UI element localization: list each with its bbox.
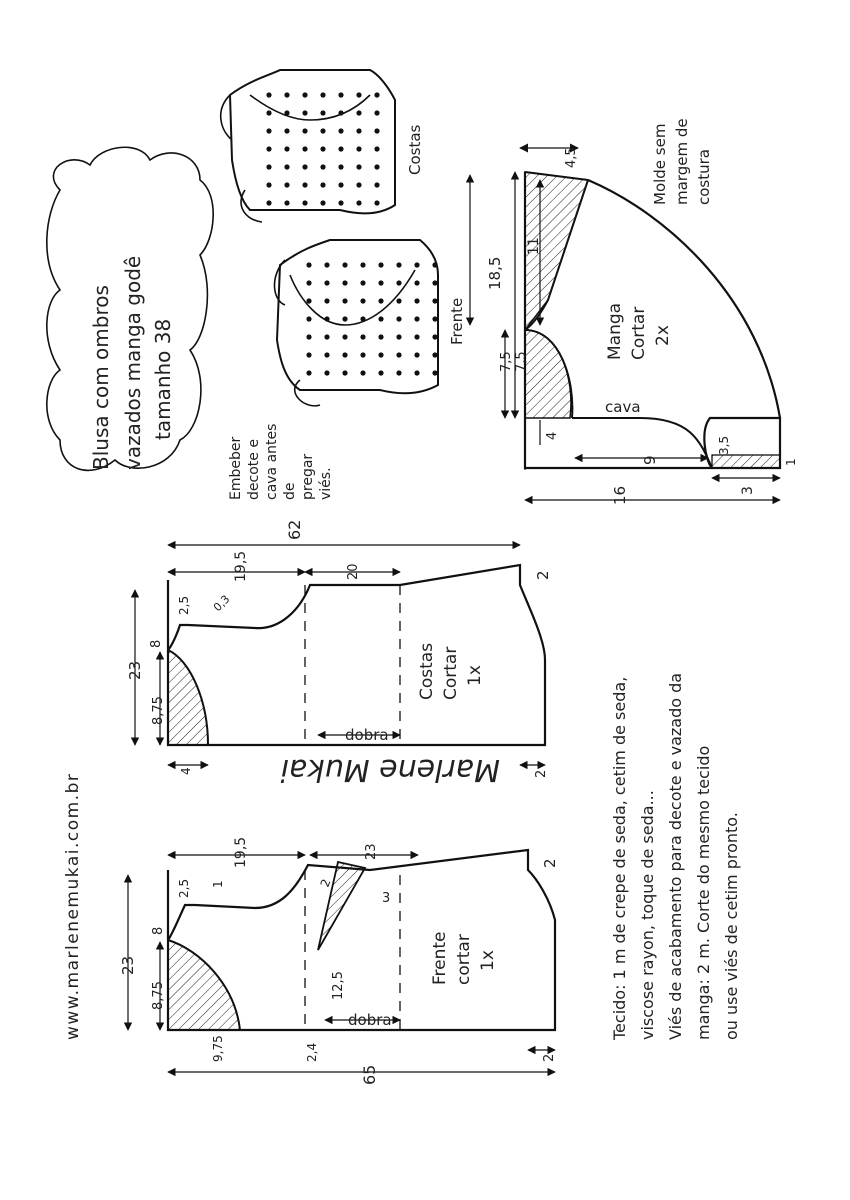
- back-dobra: dobra: [345, 726, 389, 744]
- front-pattern: [119, 837, 559, 1085]
- polka-dot: [356, 146, 361, 151]
- polka-dot: [396, 370, 401, 375]
- note-line-2: decote e: [246, 439, 262, 500]
- polka-dot: [284, 200, 289, 205]
- polka-dot: [302, 146, 307, 151]
- polka-dot: [356, 164, 361, 169]
- polka-dot: [378, 334, 383, 339]
- polka-dot: [414, 262, 419, 267]
- polka-dot: [342, 280, 347, 285]
- back-dim-2b: 2: [534, 769, 549, 778]
- sleeve-dim-top: 4,5: [564, 147, 579, 168]
- mold-note-2: margem de: [673, 118, 691, 205]
- back-sketch: [221, 70, 424, 222]
- sleeve-dim-185: 18,5: [486, 256, 504, 290]
- polka-dot: [302, 164, 307, 169]
- polka-dot: [432, 316, 437, 321]
- fabric-line-4: manga: 2 m. Corte do mesmo tecido: [694, 745, 713, 1040]
- note-line-5: pregar: [300, 453, 316, 500]
- polka-dot: [338, 182, 343, 187]
- polka-dot: [284, 128, 289, 133]
- polka-dot: [432, 262, 437, 267]
- sleeve-dim-3: 3: [740, 486, 756, 495]
- polka-dot: [342, 352, 347, 357]
- polka-dot: [338, 164, 343, 169]
- polka-dot: [320, 146, 325, 151]
- polka-dot: [378, 370, 383, 375]
- polka-dot: [284, 92, 289, 97]
- sleeve-dim-35: 3,5: [717, 435, 731, 455]
- front-dim-2a: 2: [541, 858, 559, 868]
- front-dim-2b: 2: [542, 1053, 557, 1062]
- polka-dot: [396, 334, 401, 339]
- polka-dot: [266, 110, 271, 115]
- title-line-2: vazados manga godê: [121, 255, 145, 470]
- back-dim-25: 2,5: [177, 595, 191, 615]
- polka-dot: [374, 128, 379, 133]
- front-dim-975: 9,75: [211, 1035, 225, 1062]
- polka-dot: [302, 92, 307, 97]
- front-dobra: dobra: [348, 1011, 392, 1029]
- polka-dot: [342, 298, 347, 303]
- front-dim-2c: 2: [317, 877, 334, 890]
- polka-dot: [338, 128, 343, 133]
- polka-dot: [374, 200, 379, 205]
- polka-dot: [378, 262, 383, 267]
- polka-dot: [306, 370, 311, 375]
- back-dim-195: 19,5: [233, 550, 249, 582]
- sleeve-pattern: [470, 118, 798, 505]
- back-label-3: 1x: [465, 665, 485, 686]
- polka-dot: [320, 128, 325, 133]
- polka-dot: [284, 110, 289, 115]
- front-dim-195: 19,5: [233, 836, 249, 868]
- polka-dot: [320, 200, 325, 205]
- polka-dot: [338, 200, 343, 205]
- signature: [280, 752, 500, 787]
- polka-dot: [266, 128, 271, 133]
- polka-dot: [324, 370, 329, 375]
- sleeve-label-3: 2x: [653, 325, 673, 346]
- note-line-3: cava antes: [264, 423, 280, 500]
- back-sketch-label: Costas: [406, 124, 424, 175]
- sleeve-dim-1: 1: [784, 458, 798, 466]
- sleeve-label-2: Cortar: [629, 306, 649, 360]
- title-line-1: Blusa com ombros: [89, 285, 113, 470]
- sleeve-dim-11: 11: [526, 237, 542, 255]
- polka-dot: [396, 352, 401, 357]
- front-dim-875: 8,75: [151, 981, 166, 1010]
- front-sketch-label: Frente: [448, 297, 466, 345]
- front-dim-24: 2,4: [305, 1042, 319, 1062]
- back-dim-4: 4: [179, 767, 193, 775]
- polka-dot: [360, 352, 365, 357]
- polka-dot: [396, 298, 401, 303]
- polka-dot: [360, 316, 365, 321]
- fabric-note: [610, 673, 741, 1041]
- polka-dot: [356, 200, 361, 205]
- website: [63, 773, 83, 1040]
- polka-dot: [306, 298, 311, 303]
- polka-dot: [324, 298, 329, 303]
- back-dim-2a: 2: [534, 570, 552, 580]
- polka-dot: [338, 110, 343, 115]
- back-dim-23: 23: [126, 660, 144, 680]
- polka-dot: [378, 298, 383, 303]
- front-dim-125: 12,5: [331, 971, 346, 1000]
- polka-dot: [306, 352, 311, 357]
- polka-dot: [378, 280, 383, 285]
- polka-dot: [356, 128, 361, 133]
- note-line-1: Embeber: [228, 436, 244, 500]
- polka-dot: [302, 110, 307, 115]
- mold-note-3: costura: [695, 149, 713, 205]
- polka-dot: [306, 262, 311, 267]
- polka-dot: [360, 298, 365, 303]
- polka-dot: [306, 316, 311, 321]
- polka-dot: [432, 298, 437, 303]
- polka-dot: [266, 182, 271, 187]
- polka-dot: [338, 92, 343, 97]
- polka-dot: [320, 182, 325, 187]
- sleeve-cava-label: cava: [605, 398, 641, 416]
- sleeve-label-1: Manga: [605, 302, 625, 360]
- polka-dot: [284, 164, 289, 169]
- front-dim-23b: 23: [364, 843, 379, 860]
- sleeve-dim-9: 9: [641, 455, 659, 465]
- polka-dot: [432, 352, 437, 357]
- polka-dot: [414, 298, 419, 303]
- polka-dot: [414, 316, 419, 321]
- polka-dot: [324, 334, 329, 339]
- back-label-1: Costas: [417, 642, 437, 700]
- polka-dot: [414, 352, 419, 357]
- polka-dot: [360, 334, 365, 339]
- polka-dot: [306, 334, 311, 339]
- polka-dot: [284, 182, 289, 187]
- polka-dot: [374, 164, 379, 169]
- polka-dot: [284, 146, 289, 151]
- front-dim-8: 8: [151, 926, 166, 935]
- back-dim-03: 0,3: [210, 592, 233, 615]
- front-label-1: Frente: [430, 931, 450, 985]
- polka-dot: [324, 262, 329, 267]
- polka-dot: [432, 280, 437, 285]
- polka-dot: [302, 182, 307, 187]
- front-dim-3: 3: [382, 891, 391, 906]
- sleeve-dim-16: 16: [611, 485, 629, 505]
- sleeve-dim-75a: 7,5: [499, 351, 514, 372]
- fabric-line-3: Viés de acabamento para decote e vazado da: [666, 672, 685, 1040]
- polka-dot: [320, 164, 325, 169]
- polka-dot: [356, 92, 361, 97]
- polka-dot: [374, 92, 379, 97]
- polka-dot: [360, 280, 365, 285]
- back-dim-875: 8,75: [151, 696, 166, 725]
- polka-dot: [324, 352, 329, 357]
- sleeve-dim-75b: 7,5: [514, 351, 529, 372]
- polka-dot: [396, 280, 401, 285]
- polka-dot: [266, 92, 271, 97]
- front-dim-65: 65: [360, 1064, 379, 1085]
- title-cloud: [47, 147, 213, 470]
- polka-dot: [360, 370, 365, 375]
- back-pattern: [126, 520, 552, 778]
- fabric-line-2: viscose rayon, toque de seda...: [638, 790, 657, 1040]
- polka-dot: [396, 262, 401, 267]
- polka-dot: [266, 200, 271, 205]
- sketch-note: [228, 424, 334, 500]
- mold-note-1: Molde sem: [651, 123, 669, 205]
- fabric-line-1: Tecido: 1 m de crepe de seda, cetim de seda,: [610, 676, 629, 1040]
- polka-dot: [306, 280, 311, 285]
- fabric-line-5: ou use viés de cetim pronto.: [722, 812, 741, 1040]
- svg-text:Marlene Mukai: Marlene Mukai: [280, 752, 500, 787]
- polka-dot: [320, 92, 325, 97]
- polka-dot: [324, 280, 329, 285]
- front-label-3: 1x: [478, 950, 498, 971]
- svg-text:www.marlenemukai.com.br: www.marlenemukai.com.br: [63, 772, 83, 1040]
- polka-dot: [342, 316, 347, 321]
- polka-dot: [374, 146, 379, 151]
- polka-dot: [356, 182, 361, 187]
- polka-dot: [324, 316, 329, 321]
- polka-dot: [342, 370, 347, 375]
- note-line-4: de: [282, 482, 298, 500]
- polka-dot: [342, 334, 347, 339]
- front-dim-23: 23: [119, 955, 137, 975]
- front-dim-1: 1: [211, 880, 225, 888]
- polka-dot: [320, 110, 325, 115]
- polka-dot: [414, 334, 419, 339]
- sleeve-dim-4: 4: [545, 431, 560, 440]
- back-label-2: Cortar: [441, 646, 461, 700]
- title-line-3: tamanho 38: [151, 318, 175, 440]
- polka-dot: [338, 146, 343, 151]
- polka-dot: [414, 280, 419, 285]
- polka-dot: [432, 334, 437, 339]
- polka-dot: [342, 262, 347, 267]
- polka-dot: [356, 110, 361, 115]
- back-dim-62: 62: [285, 519, 304, 540]
- front-sketch: [274, 240, 466, 406]
- note-line-6: viés.: [318, 467, 334, 500]
- polka-dot: [374, 182, 379, 187]
- polka-dot: [360, 262, 365, 267]
- back-dim-8: 8: [149, 639, 164, 648]
- back-dim-20: 20: [346, 563, 361, 580]
- polka-dot: [374, 110, 379, 115]
- polka-dot: [396, 316, 401, 321]
- polka-dot: [302, 128, 307, 133]
- polka-dot: [266, 164, 271, 169]
- polka-dot: [414, 370, 419, 375]
- polka-dot: [378, 316, 383, 321]
- polka-dot: [302, 200, 307, 205]
- polka-dot: [378, 352, 383, 357]
- front-label-2: cortar: [454, 934, 474, 985]
- polka-dot: [432, 370, 437, 375]
- front-dim-25: 2,5: [177, 878, 191, 898]
- polka-dot: [266, 146, 271, 151]
